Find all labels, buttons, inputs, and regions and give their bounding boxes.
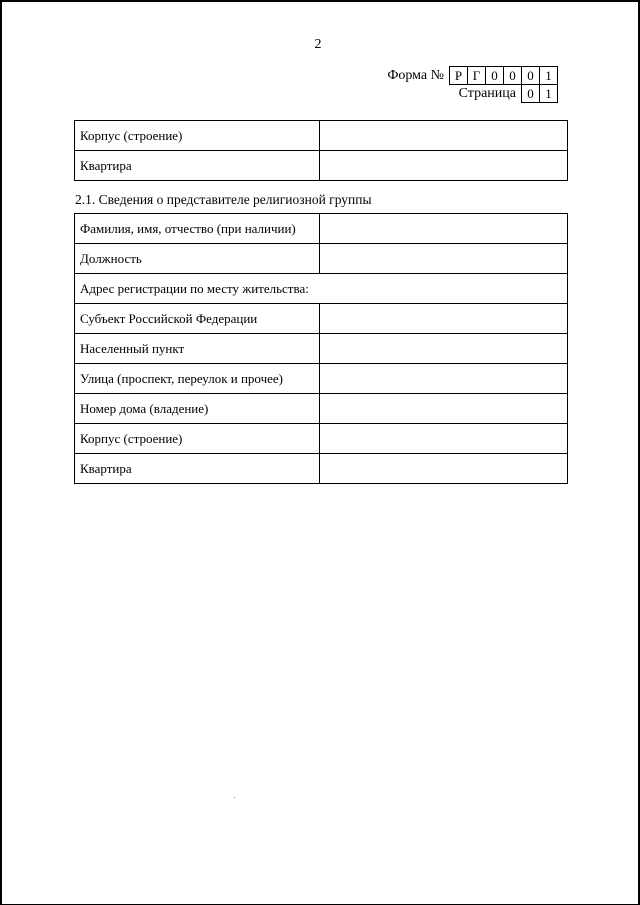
address-tail-table	[74, 120, 568, 181]
page-number: 2	[314, 37, 322, 52]
form-code-cell: 1	[545, 68, 552, 83]
table-row	[75, 394, 568, 424]
building-label: Корпус (строение)	[75, 424, 320, 454]
apartment-label: Квартира	[75, 151, 320, 181]
house-number-label: Номер дома (владение)	[75, 394, 320, 424]
locality-label: Населенный пункт	[75, 334, 320, 364]
form-code-cell: 0	[486, 67, 504, 84]
form-code-cell: Г	[468, 67, 486, 84]
form-code-cell: Р	[450, 67, 468, 84]
locality-field[interactable]	[320, 334, 568, 364]
building-field[interactable]	[320, 424, 568, 454]
form-number-row	[387, 66, 558, 85]
table-row	[75, 151, 568, 181]
page-code-cells	[521, 84, 558, 103]
form-number-label: Форма №	[387, 67, 444, 83]
table-row	[75, 424, 568, 454]
street-field[interactable]	[320, 364, 568, 394]
full-name-label: Фамилия, имя, отчество (при наличии)	[75, 214, 320, 244]
building-label: Корпус (строение)	[75, 121, 320, 151]
table-row	[75, 364, 568, 394]
address-heading: Адрес регистрации по месту жительства:	[75, 274, 568, 304]
page-code-label: Страница	[458, 85, 516, 101]
apartment-field[interactable]	[320, 454, 568, 484]
page-code-cell: 0	[522, 85, 540, 102]
street-label: Улица (проспект, переулок и прочее)	[75, 364, 320, 394]
table-row	[75, 274, 568, 304]
federal-subject-label: Субъект Российской Федерации	[75, 304, 320, 334]
page-code-row	[459, 84, 558, 103]
scan-speck	[234, 797, 235, 798]
table-row	[75, 454, 568, 484]
house-number-field[interactable]	[320, 394, 568, 424]
full-name-field[interactable]	[320, 214, 568, 244]
table-row	[75, 244, 568, 274]
federal-subject-field[interactable]	[320, 304, 568, 334]
building-field[interactable]	[320, 121, 568, 151]
representative-table	[74, 213, 568, 484]
table-row	[75, 334, 568, 364]
page-code-cell: 1	[545, 86, 552, 101]
apartment-field[interactable]	[320, 151, 568, 181]
position-field[interactable]	[320, 244, 568, 274]
position-label: Должность	[75, 244, 320, 274]
table-row	[75, 121, 568, 151]
form-code-cell: 0	[504, 67, 522, 84]
section-heading: 2.1. Сведения о представителе религиозной группы	[75, 192, 372, 207]
apartment-label: Квартира	[75, 454, 320, 484]
table-row	[75, 304, 568, 334]
form-code-cell: 0	[522, 67, 540, 84]
table-row	[75, 214, 568, 244]
form-code-cells	[449, 66, 558, 85]
